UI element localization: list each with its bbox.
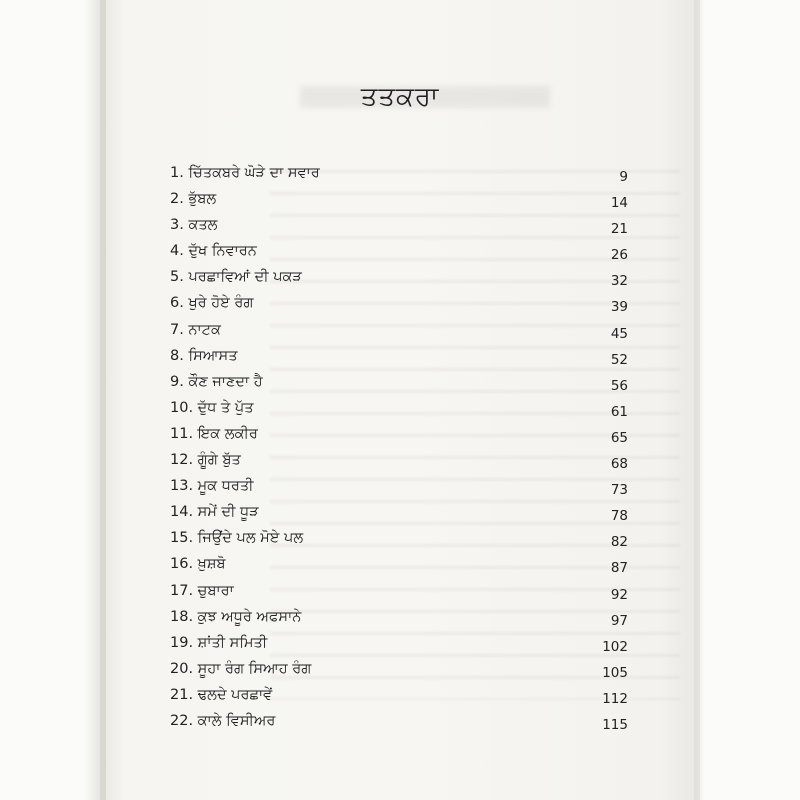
toc-entry-page-number: 82 bbox=[610, 534, 628, 551]
toc-entry bbox=[170, 215, 630, 241]
toc-entry-title: 1. ਚਿੱਤਕਬਰੇ ਘੋੜੇ ਦਾ ਸਵਾਰ bbox=[170, 165, 320, 181]
toc-entry bbox=[170, 163, 630, 189]
toc-entry-title: 20. ਸੂਹਾ ਰੰਗ ਸਿਆਹ ਰੰਗ bbox=[170, 660, 312, 677]
toc-entry-title: 3. ਕਤਲ bbox=[170, 217, 218, 234]
page-gutter-shadow bbox=[84, 0, 106, 800]
toc-entry-page-number: 14 bbox=[610, 195, 628, 212]
toc-entry bbox=[170, 398, 630, 424]
toc-entry-title: 16. ਖ਼ੁਸ਼ਬੋ bbox=[170, 556, 226, 573]
toc-entry-page-number: 68 bbox=[610, 456, 628, 473]
toc-entry-title: 21. ਢਲਦੇ ਪਰਛਾਵੇਂ bbox=[170, 686, 273, 703]
toc-entry-title: 4. ਦੁੱਖ ਨਿਵਾਰਨ bbox=[170, 243, 257, 260]
toc-entry-title: 2. ਭੁੱਬਲ bbox=[170, 191, 217, 208]
toc-entry-page-number: 61 bbox=[610, 403, 628, 420]
toc-entry-title: 11. ਇਕ ਲਕੀਰ bbox=[170, 425, 258, 442]
toc-entry bbox=[170, 189, 630, 215]
toc-entry-page-number: 21 bbox=[610, 221, 628, 238]
toc-entry-title: 18. ਕੁਝ ਅਧੂਰੇ ਅਫਸਾਨੇ bbox=[170, 608, 302, 625]
toc-entry bbox=[170, 607, 630, 633]
toc-entry bbox=[170, 293, 630, 319]
toc-entry-page-number: 32 bbox=[610, 273, 628, 290]
toc-entry-page-number: 65 bbox=[610, 429, 628, 446]
toc-entry-title: 6. ਖੁਰੇ ਹੋਏ ਰੰਗ bbox=[170, 295, 254, 312]
toc-entry bbox=[170, 476, 630, 502]
toc-entry-title: 8. ਸਿਆਸਤ bbox=[170, 347, 238, 364]
toc-entry bbox=[170, 424, 630, 450]
toc-entry-title: 13. ਮੂਕ ਧਰਤੀ bbox=[170, 478, 254, 495]
toc-entry bbox=[170, 659, 630, 685]
toc-entry-page-number: 56 bbox=[610, 377, 628, 394]
toc-entry bbox=[170, 267, 630, 293]
page-right-edge bbox=[694, 0, 704, 800]
toc-entry-page-number: 52 bbox=[610, 351, 628, 368]
toc-entry-title: 10. ਦੁੱਧ ਤੇ ਪੁੱਤ bbox=[170, 399, 254, 416]
toc-entry bbox=[170, 633, 630, 659]
toc-entry bbox=[170, 450, 630, 476]
toc-entry-page-number: 78 bbox=[610, 508, 628, 525]
toc-entry-page-number: 115 bbox=[602, 716, 628, 733]
toc-entry-title: 17. ਚੁਬਾਰਾ bbox=[170, 582, 234, 599]
toc-entry-title: 9. ਕੌਣ ਜਾਣਦਾ ਹੈ bbox=[170, 373, 263, 390]
toc-entry-page-number: 26 bbox=[610, 247, 628, 264]
toc-entry bbox=[170, 241, 630, 267]
toc-entry-page-number: 9 bbox=[619, 169, 628, 185]
toc-entry bbox=[170, 528, 630, 554]
toc-entry-title: 12. ਗੂੰਗੇ ਬੁੱਤ bbox=[170, 452, 241, 469]
toc-entry-title: 19. ਸ਼ਾਂਤੀ ਸਮਿਤੀ bbox=[170, 634, 268, 651]
toc-entry-title: 5. ਪਰਛਾਵਿਆਂ ਦੀ ਪਕੜ bbox=[170, 269, 302, 286]
toc-entry-title: 22. ਕਾਲੇ ਵਿਸੀਅਰ bbox=[170, 712, 276, 729]
toc-entry-page-number: 73 bbox=[610, 482, 628, 499]
toc-entry bbox=[170, 502, 630, 528]
toc-entry bbox=[170, 554, 630, 580]
toc-entry bbox=[170, 372, 630, 398]
toc-entry-title: 7. ਨਾਟਕ bbox=[170, 321, 221, 338]
toc-entry-title: 15. ਜਿਉਂਦੇ ਪਲ ਮੋਏ ਪਲ bbox=[170, 530, 304, 547]
toc-entry bbox=[170, 320, 630, 346]
toc-entry-page-number: 39 bbox=[610, 299, 628, 316]
toc-entry-page-number: 105 bbox=[602, 664, 628, 681]
toc-entry-page-number: 102 bbox=[602, 638, 628, 655]
toc-entry-page-number: 87 bbox=[610, 560, 628, 577]
toc-entry-page-number: 45 bbox=[610, 325, 628, 342]
toc-entry-title: 14. ਸਮੇਂ ਦੀ ਧੂੜ bbox=[170, 504, 259, 521]
toc-entry-page-number: 112 bbox=[602, 690, 628, 707]
toc-list bbox=[170, 163, 630, 737]
toc-entry bbox=[170, 711, 630, 737]
toc-entry bbox=[170, 346, 630, 372]
toc-entry-page-number: 92 bbox=[610, 586, 628, 603]
toc-entry bbox=[170, 581, 630, 607]
toc-entry bbox=[170, 685, 630, 711]
toc-title: ਤਤਕਰਾ bbox=[360, 82, 440, 112]
toc-entry-page-number: 97 bbox=[610, 612, 628, 629]
